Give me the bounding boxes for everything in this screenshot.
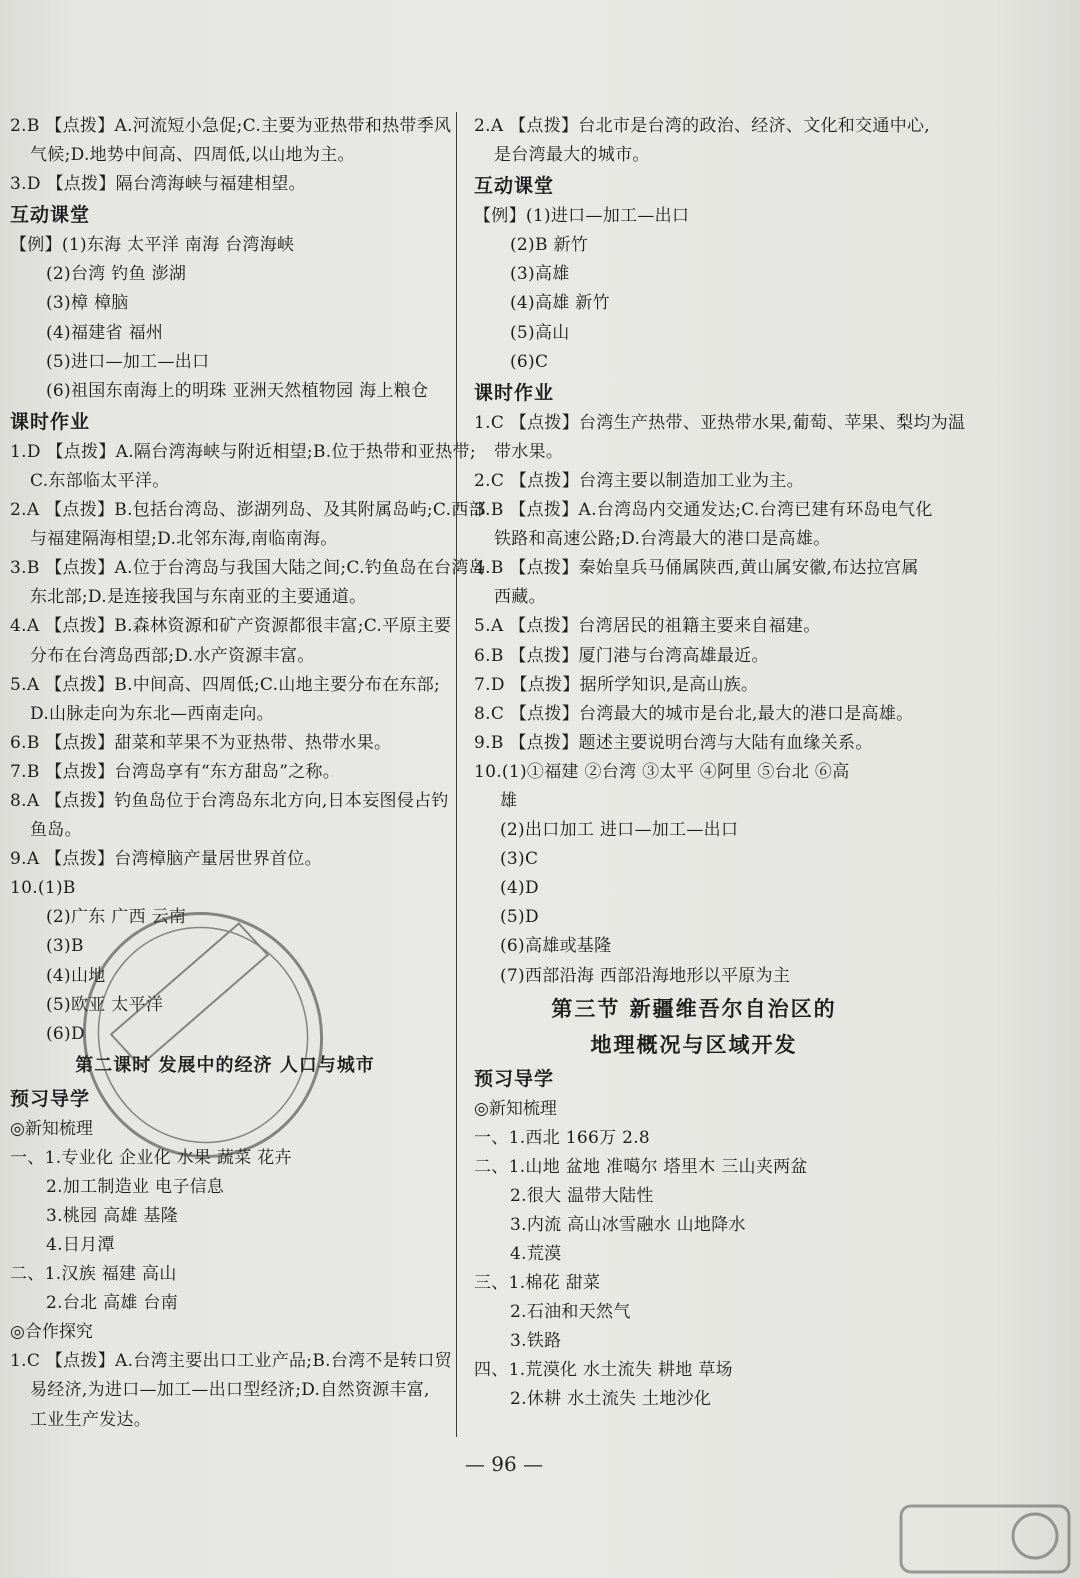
section-heading: 互动课堂 xyxy=(474,175,555,198)
answer-line: 四、1.荒漠化 水土流失 耕地 草场 xyxy=(474,1360,733,1381)
section-heading: 互动课堂 xyxy=(10,204,91,227)
answer-line: (4)福建省 福州 xyxy=(46,322,164,343)
answer-line: 9.B 【点拨】题述主要说明台湾与大陆有血缘关系。 xyxy=(474,732,873,753)
answer-line: 与福建隔海相望;D.北邻东海,南临南海。 xyxy=(30,529,338,550)
answer-line: 一、1.专业化 企业化 水果 蔬菜 花卉 xyxy=(10,1147,292,1168)
answer-line: 1.C 【点拨】A.台湾主要出口工业产品;B.台湾不是转口贸 xyxy=(10,1351,452,1372)
answer-line: (3)B xyxy=(46,936,84,957)
answer-line: 6.B 【点拨】甜菜和苹果不为亚热带、热带水果。 xyxy=(10,732,392,753)
column-divider xyxy=(456,112,457,1437)
answer-line: 【例】(1)进口—加工—出口 xyxy=(474,206,690,227)
section-heading: 课时作业 xyxy=(10,410,91,433)
answer-line: 10.(1)①福建 ②台湾 ③太平 ④阿里 ⑤台北 ⑥高 xyxy=(474,761,850,782)
answer-line: (2)广东 广西 云南 xyxy=(46,907,187,928)
answer-line: 8.A 【点拨】钓鱼岛位于台湾岛东北方向,日本妄图侵占钓 xyxy=(10,790,449,811)
answer-line: (6)C xyxy=(510,351,549,372)
answer-line: 分布在台湾岛西部;D.水产资源丰富。 xyxy=(30,645,315,666)
answer-line: 2.B 【点拨】A.河流短小急促;C.主要为亚热带和热带季风 xyxy=(10,116,452,136)
answer-line: 3.桃园 高雄 基隆 xyxy=(46,1206,179,1226)
answer-line: (4)D xyxy=(500,878,539,899)
section-heading: 课时作业 xyxy=(474,381,555,404)
answer-line: 10.(1)B xyxy=(10,878,76,899)
answer-line: 是台湾最大的城市。 xyxy=(494,145,650,166)
subsection-heading: ◎新知梳理 xyxy=(10,1118,93,1139)
answer-line: 7.B 【点拨】台湾岛享有“东方甜岛”之称。 xyxy=(10,761,341,782)
answer-line: 4.荒漠 xyxy=(510,1244,562,1264)
lesson-title: 第二课时 发展中的经济 人口与城市 xyxy=(75,1054,375,1076)
answer-line: (2)台湾 钓鱼 澎湖 xyxy=(46,264,187,285)
answer-line: 雄 xyxy=(500,790,518,811)
right-column xyxy=(474,112,966,1415)
answer-line: 带水果。 xyxy=(494,441,564,462)
subsection-heading: ◎新知梳理 xyxy=(474,1098,557,1119)
answer-line: 一、1.西北 166万 2.8 xyxy=(474,1127,651,1148)
answer-line: 4.日月潭 xyxy=(46,1235,115,1256)
answer-line: 2.A 【点拨】B.包括台湾岛、澎湖列岛、及其附属岛屿;C.西部 xyxy=(10,500,486,521)
answer-line: 1.C 【点拨】台湾生产热带、亚热带水果,葡萄、苹果、梨均为温 xyxy=(474,412,966,433)
answer-line: 2.休耕 水土流失 土地沙化 xyxy=(510,1389,712,1410)
answer-line: (6)D xyxy=(46,1023,85,1044)
answer-line: 易经济,为进口—加工—出口型经济;D.自然资源丰富, xyxy=(30,1380,430,1401)
answer-line: (4)高雄 新竹 xyxy=(510,293,610,314)
corner-logo xyxy=(895,1500,1075,1578)
answer-line: D.山脉走向为东北—西南走向。 xyxy=(30,703,274,724)
answer-line: 2.很大 温带大陆性 xyxy=(510,1185,654,1206)
answer-line: (3)高雄 xyxy=(510,264,570,285)
answer-line: 3.B 【点拨】A.台湾岛内交通发达;C.台湾已建有环岛电气化 xyxy=(474,500,933,521)
answer-line: 2.台北 高雄 台南 xyxy=(46,1293,179,1314)
answer-line: 2.石油和天然气 xyxy=(510,1302,631,1323)
chapter-title: 地理概况与区域开发 xyxy=(590,1032,798,1057)
answer-line: (5)D xyxy=(500,907,539,928)
answer-line: 二、1.汉族 福建 高山 xyxy=(10,1264,177,1285)
answer-line: 3.D 【点拨】隔台湾海峡与福建相望。 xyxy=(10,174,306,195)
answer-line: 铁路和高速公路;D.台湾最大的港口是高雄。 xyxy=(494,529,831,550)
answer-line: (6)高雄或基隆 xyxy=(500,936,612,957)
subsection-heading: ◎合作探究 xyxy=(10,1322,93,1343)
answer-line: 4.A 【点拨】B.森林资源和矿产资源都很丰富;C.平原主要 xyxy=(10,616,452,637)
answer-line: 鱼岛。 xyxy=(30,820,82,841)
answer-line: 西藏。 xyxy=(494,587,546,608)
answer-line: 5.A 【点拨】台湾居民的祖籍主要来自福建。 xyxy=(474,616,821,637)
answer-line: 3.铁路 xyxy=(510,1331,562,1352)
answer-line: 【例】(1)东海 太平洋 南海 台湾海峡 xyxy=(10,235,295,256)
answer-line: 1.D 【点拨】A.隔台湾海峡与附近相望;B.位于热带和亚热带; xyxy=(10,441,476,462)
answer-line: 8.C 【点拨】台湾最大的城市是台北,最大的港口是高雄。 xyxy=(474,703,914,724)
answer-line: 2.加工制造业 电子信息 xyxy=(46,1176,225,1197)
answer-line: C.东部临太平洋。 xyxy=(30,470,170,491)
page-number: — 96 — xyxy=(464,1452,544,1476)
answer-line: (2)出口加工 进口—加工—出口 xyxy=(500,820,739,841)
answer-line: 9.A 【点拨】台湾樟脑产量居世界首位。 xyxy=(10,849,322,870)
answer-line: 2.C 【点拨】台湾主要以制造加工业为主。 xyxy=(474,470,804,491)
answer-line: 3.B 【点拨】A.位于台湾岛与我国大陆之间;C.钓鱼岛在台湾岛 xyxy=(10,558,486,579)
answer-line: (4)山地 xyxy=(46,965,106,986)
section-heading: 预习导学 xyxy=(474,1067,555,1090)
answer-line: 5.A 【点拨】B.中间高、四周低;C.山地主要分布在东部; xyxy=(10,674,441,695)
answer-line: (5)进口—加工—出口 xyxy=(46,351,210,372)
answer-line: 二、1.山地 盆地 准噶尔 塔里木 三山夹两盆 xyxy=(474,1156,808,1177)
answer-line: (3)C xyxy=(500,849,539,870)
answer-line: 7.D 【点拨】据所学知识,是高山族。 xyxy=(474,674,759,695)
answer-line: 6.B 【点拨】厦门港与台湾高雄最近。 xyxy=(474,645,769,666)
chapter-title: 第三节 新疆维吾尔自治区的 xyxy=(551,996,837,1021)
answer-line: 三、1.棉花 甜菜 xyxy=(474,1273,601,1294)
answer-line: (6)祖国东南海上的明珠 亚洲天然植物园 海上粮仓 xyxy=(46,380,429,401)
answer-line: (5)高山 xyxy=(510,322,570,343)
left-column xyxy=(10,112,486,1435)
answer-line: 4.B 【点拨】秦始皇兵马俑属陕西,黄山属安徽,布达拉宫属 xyxy=(474,558,919,579)
answer-line: 3.内流 高山冰雪融水 山地降水 xyxy=(510,1214,746,1235)
answer-line: 东北部;D.是连接我国与东南亚的主要通道。 xyxy=(30,587,367,608)
answer-line: (5)欧亚 太平洋 xyxy=(46,994,164,1015)
answer-line: (7)西部沿海 西部沿海地形以平原为主 xyxy=(500,965,791,986)
section-heading: 预习导学 xyxy=(10,1087,91,1110)
answer-line: 工业生产发达。 xyxy=(30,1409,152,1430)
answer-line: (3)樟 樟脑 xyxy=(46,293,129,314)
answer-line: 气候;D.地势中间高、四周低,以山地为主。 xyxy=(30,145,355,166)
answer-line: 2.A 【点拨】台北市是台湾的政治、经济、文化和交通中心, xyxy=(474,116,931,136)
answer-line: (2)B 新竹 xyxy=(510,235,589,256)
